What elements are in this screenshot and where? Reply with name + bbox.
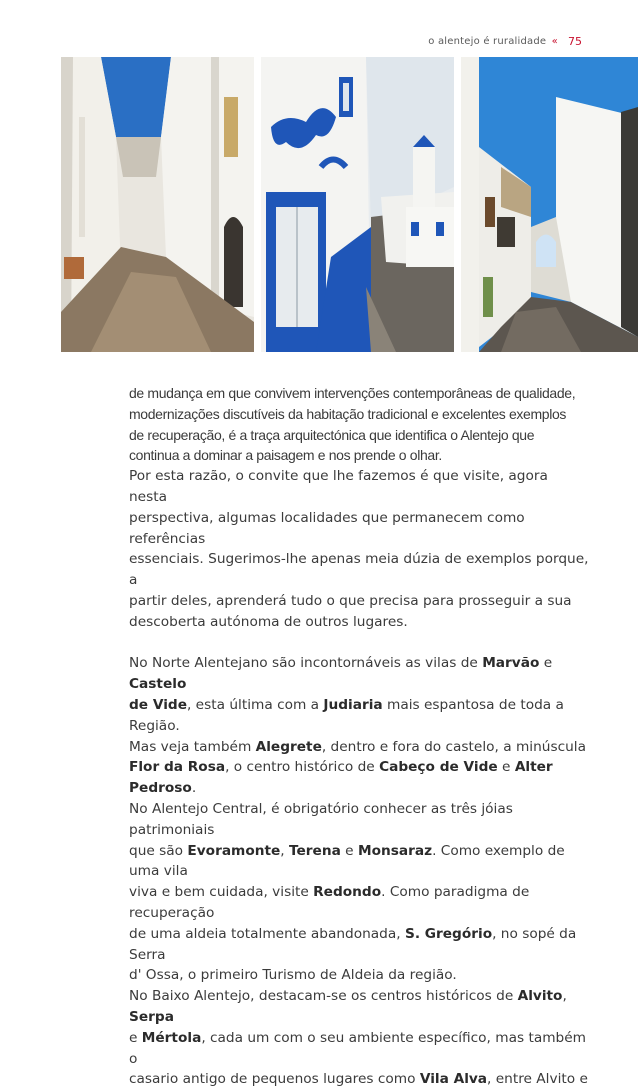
text-span: viva e bem cuidada, visite xyxy=(129,884,314,901)
place-judiaria: Judiaria xyxy=(323,696,383,713)
text-span: . Como exemplo de uma vila xyxy=(129,842,565,880)
place-serpa: Serpa xyxy=(129,1008,174,1025)
text-span: que são xyxy=(129,842,188,859)
text-line xyxy=(129,924,589,966)
place-mertola: Mértola xyxy=(141,1029,202,1046)
place-de-vide: de Vide xyxy=(129,696,187,713)
place-castelo: Castelo xyxy=(129,676,187,693)
place-terena: Terena xyxy=(289,842,341,859)
text-line xyxy=(129,1028,589,1070)
text-line xyxy=(129,1069,589,1090)
place-alvito: Alvito xyxy=(517,988,563,1005)
blue-trim-window-photo xyxy=(261,57,454,352)
paragraph-localities xyxy=(129,653,589,1090)
text-line xyxy=(129,653,589,695)
place-marvao: Marvão xyxy=(482,655,540,672)
place-cabeco-de-vide: Cabeço de Vide xyxy=(379,759,498,776)
text-span: mais espantosa de toda a Região. xyxy=(129,696,564,734)
text-span: No Norte Alentejano são incontornáveis as vilas de xyxy=(129,655,483,672)
text-line xyxy=(129,737,589,758)
place-redondo: Redondo xyxy=(313,884,382,901)
text-line: descoberta autónoma de outros lugares. xyxy=(129,613,408,630)
place-alegrete: Alegrete xyxy=(255,738,322,755)
place-vila-alva: Vila Alva xyxy=(419,1071,488,1088)
text-line xyxy=(129,882,589,924)
running-title xyxy=(428,36,558,47)
photo-strip xyxy=(61,57,638,352)
text-line: continua a dominar a paisagem e nos prende o olhar. xyxy=(129,447,442,464)
text-span: de uma aldeia totalmente abandonada, xyxy=(129,925,405,942)
text-span: , xyxy=(562,988,567,1005)
text-line: d' Ossa, o primeiro Turismo de Aldeia da região. xyxy=(129,967,457,984)
running-title-mark: « xyxy=(551,36,558,47)
text-line xyxy=(129,841,589,883)
place-monsaraz: Monsaraz xyxy=(357,842,433,859)
body-text xyxy=(129,383,589,1090)
place-alter-pedroso: Alter Pedroso xyxy=(129,759,553,797)
text-span: . Como paradigma de recuperação xyxy=(129,884,530,921)
text-span: e xyxy=(539,655,553,672)
text-line xyxy=(129,695,589,737)
text-span: , xyxy=(280,842,289,859)
text-line: de mudança em que convivem intervenções contemporâneas de qualidade, xyxy=(129,385,576,401)
text-span: , entre Alvito e xyxy=(487,1071,588,1088)
text-span: . xyxy=(191,780,197,797)
text-line xyxy=(129,986,589,1028)
text-span: e xyxy=(129,1029,142,1046)
paragraph-intro-continuation xyxy=(129,383,589,466)
text-span: , o centro histórico de xyxy=(225,759,380,776)
place-flor-da-rosa: Flor da Rosa xyxy=(129,759,226,776)
text-line: partir deles, aprenderá tudo o que precisa para prosseguir a sua xyxy=(129,592,572,609)
text-line: de recuperação, é a traça arquitectónica que identifica o Alentejo que xyxy=(129,426,535,443)
paragraph-invitation xyxy=(129,466,589,632)
cobbled-street-photo xyxy=(61,57,254,352)
text-span: , no sopé da Serra xyxy=(129,925,577,963)
text-span: e xyxy=(340,842,358,859)
text-line: perspectiva, algumas localidades que permanecem como referências xyxy=(129,509,525,547)
text-line xyxy=(129,757,589,799)
whitewashed-alley-photo xyxy=(461,57,638,352)
text-span: e xyxy=(497,759,515,776)
text-span: casario antigo de pequenos lugares como xyxy=(129,1071,420,1088)
text-line: essenciais. Sugerimos-lhe apenas meia dúzia de exemplos porque, a xyxy=(129,551,589,589)
text-span: , dentro e fora do castelo, a minúscula xyxy=(321,738,586,755)
text-span: , esta última com a xyxy=(186,696,324,713)
text-span: , cada um com o seu ambiente específico, mas também o xyxy=(129,1029,586,1067)
page-number: 75 xyxy=(568,35,582,48)
paragraph-gap xyxy=(129,633,589,654)
place-evoramonte: Evoramonte xyxy=(187,842,281,859)
running-title-text: o alentejo é ruralidade xyxy=(428,36,547,47)
text-line: Por esta razão, o convite que lhe fazemos é que visite, agora nesta xyxy=(129,468,548,505)
text-span: No Baixo Alentejo, destacam-se os centros históricos de xyxy=(129,988,518,1005)
text-span: Mas veja também xyxy=(129,738,256,755)
place-s-gregorio: S. Gregório xyxy=(404,925,493,942)
text-line: No Alentejo Central, é obrigatório conhecer as três jóias patrimoniais xyxy=(129,800,513,838)
text-line: modernizações discutíveis da habitação tradicional e excelentes exemplos xyxy=(129,405,567,422)
